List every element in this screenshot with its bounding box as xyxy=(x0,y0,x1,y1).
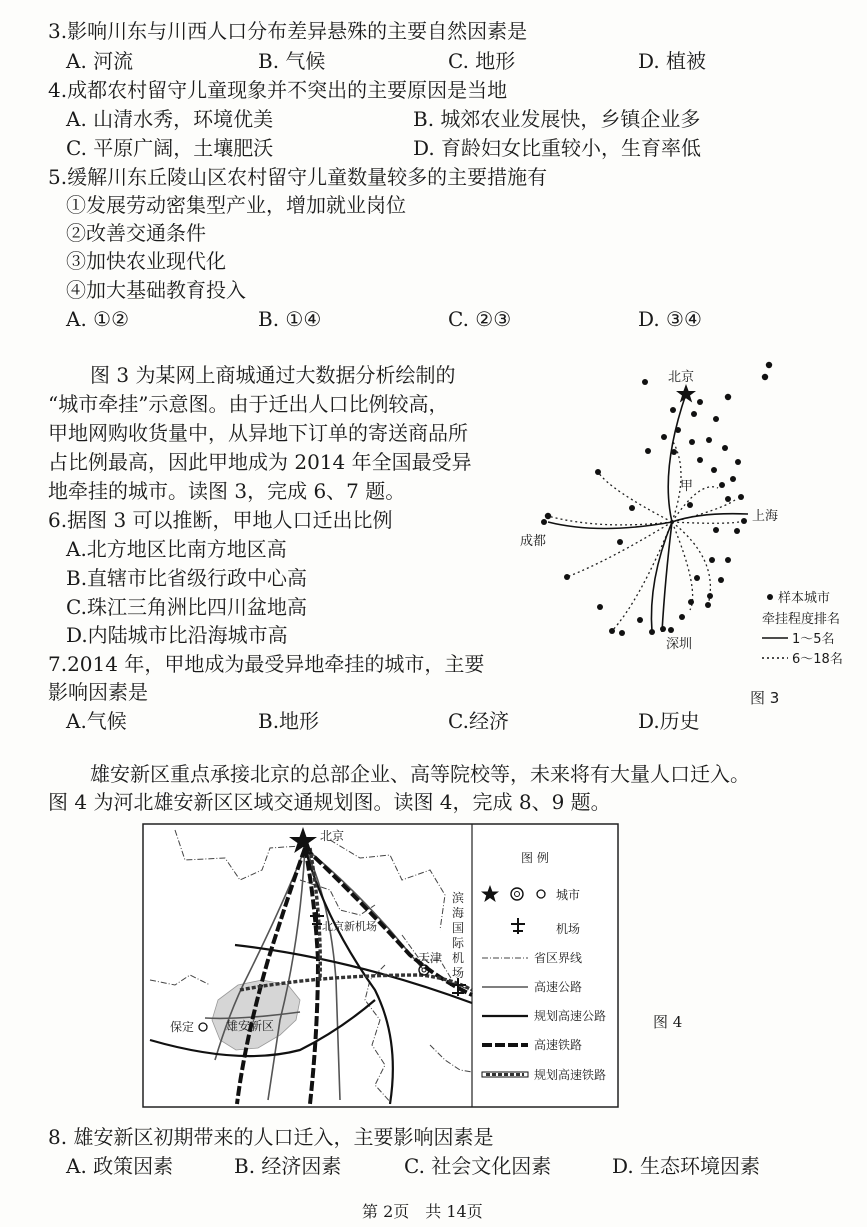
fig3-legend-solid: 1～5名 xyxy=(792,632,835,647)
page-footer: 第 2页 共 14页 xyxy=(362,1202,483,1221)
fig4-label-binhai-1: 滨 xyxy=(452,891,465,905)
fig4-legend-title: 图 例 xyxy=(521,851,549,865)
fig4-label-baoding: 保定 xyxy=(170,1020,195,1034)
fig4-label-airport-new: 北京新机场 xyxy=(322,920,377,933)
fig4-label-binhai-5: 机 xyxy=(452,951,465,965)
fig4-caption: 图 4 xyxy=(653,1013,683,1031)
q7-option-b: B.地形 xyxy=(258,709,320,733)
baoding-icon xyxy=(199,1023,207,1031)
intro4-line-2: 图 4 为河北雄安新区区域交通规划图。读图 4，完成 8、9 题。 xyxy=(48,790,611,814)
sample-city-points xyxy=(541,362,772,636)
fig4-legend-border: 省区界线 xyxy=(534,951,583,965)
q3-option-a: A. 河流 xyxy=(66,49,134,73)
legend-sample-point-icon xyxy=(767,594,773,600)
q6-option-d: D.内陆城市比沿海城市高 xyxy=(66,623,288,647)
fig4-label-xiongan: 雄安新区 xyxy=(226,1019,275,1033)
q7-option-d: D.历史 xyxy=(638,709,700,733)
q8-option-c: C. 社会文化因素 xyxy=(404,1154,552,1178)
fig3-label-jia: 甲 xyxy=(680,479,694,494)
fig3-legend-sample: 样本城市 xyxy=(778,591,831,606)
q5-option-d: D. ③④ xyxy=(638,307,702,331)
q5-stem: 5.缓解川东丘陵山区农村留守儿童数量较多的主要措施有 xyxy=(48,165,548,189)
fig4-label-binhai-2: 海 xyxy=(452,906,465,920)
q3-option-d: D. 植被 xyxy=(638,49,707,73)
fig4-legend-highway: 高速公路 xyxy=(534,980,583,994)
q8-stem: 8. 雄安新区初期带来的人口迁入，主要影响因素是 xyxy=(48,1125,494,1149)
q3-option-c: C. 地形 xyxy=(448,49,516,73)
fig3-legend-dotted: 6～18名 xyxy=(792,652,843,667)
q5-item-2: ②改善交通条件 xyxy=(66,221,206,245)
fig4-legend-railway: 高速铁路 xyxy=(534,1038,583,1052)
q6-option-a: A.北方地区比南方地区高 xyxy=(66,537,287,561)
fig4-label-binhai-4: 际 xyxy=(452,936,465,950)
intro3-line-3: 甲地网购收货量中，从异地下订单的寄送商品所 xyxy=(48,421,468,445)
q5-item-3: ③加快农业现代化 xyxy=(66,249,226,273)
fig3-caption: 图 3 xyxy=(750,689,780,707)
figure-3-city-connection-map xyxy=(500,355,860,725)
q6-stem: 6.据图 3 可以推断，甲地人口迁出比例 xyxy=(48,508,393,532)
q3-option-b: B. 气候 xyxy=(258,49,326,73)
q4-option-d: D. 育龄妇女比重较小，生育率低 xyxy=(413,136,702,160)
fig3-label-beijing: 北京 xyxy=(668,370,695,385)
q6-option-c: C.珠江三角洲比四川盆地高 xyxy=(66,595,307,619)
q7-option-a: A.气候 xyxy=(66,709,127,733)
intro3-line-4: 占比例最高，因此甲地成为 2014 年全国最受异 xyxy=(48,450,472,474)
q5-option-b: B. ①④ xyxy=(258,307,322,331)
intro3-line-1: 图 3 为某网上商城通过大数据分析绘制的 xyxy=(90,363,456,387)
q4-option-a: A. 山清水秀，环境优美 xyxy=(66,107,274,131)
q4-stem: 4.成都农村留守儿童现象并不突出的主要原因是当地 xyxy=(48,78,508,102)
q4-option-c: C. 平原广阔，土壤肥沃 xyxy=(66,136,274,160)
fig4-label-binhai-6: 场 xyxy=(452,966,465,980)
q3-stem: 3.影响川东与川西人口分布差异悬殊的主要自然因素是 xyxy=(48,19,528,43)
q7-stem-line-1: 7.2014 年，甲地成为最受异地牵挂的城市，主要 xyxy=(48,652,485,676)
intro3-line-5: 地牵挂的城市。读图 3，完成 6、7 题。 xyxy=(48,479,406,503)
q8-option-d: D. 生态环境因素 xyxy=(612,1154,761,1178)
fig4-legend-planned-railway: 规划高速铁路 xyxy=(534,1068,607,1082)
figure-4-xiongan-transport-map xyxy=(140,822,620,1110)
q5-item-1: ①发展劳动密集型产业，增加就业岗位 xyxy=(66,193,406,217)
fig3-legend-title: 牵挂程度排名 xyxy=(762,612,841,627)
connection-lines-solid xyxy=(548,394,748,632)
fig3-label-chengdu: 成都 xyxy=(520,534,547,549)
intro4-line-1: 雄安新区重点承接北京的总部企业、高等院校等，未来将有大量人口迁入。 xyxy=(90,762,750,786)
beijing-star-icon xyxy=(676,384,696,403)
q6-option-b: B.直辖市比省级行政中心高 xyxy=(66,566,308,590)
q5-item-4: ④加大基础教育投入 xyxy=(66,278,246,302)
q5-option-a: A. ①② xyxy=(66,307,130,331)
intro3-line-2: “城市牵挂”示意图。由于迁出人口比例较高， xyxy=(48,392,449,416)
fig4-legend-airport: 机场 xyxy=(556,922,581,936)
fig3-label-shenzhen: 深圳 xyxy=(666,637,693,652)
fig4-legend-city: 城市 xyxy=(556,888,581,902)
fig4-label-binhai-3: 国 xyxy=(452,921,465,935)
q4-option-b: B. 城郊农业发展快，乡镇企业多 xyxy=(413,107,701,131)
fig4-label-beijing: 北京 xyxy=(320,829,345,843)
fig4-legend-planned-highway: 规划高速公路 xyxy=(534,1009,607,1023)
fig3-label-shanghai: 上海 xyxy=(752,509,779,524)
q5-option-c: C. ②③ xyxy=(448,307,512,331)
q7-option-c: C.经济 xyxy=(448,709,509,733)
q8-option-b: B. 经济因素 xyxy=(234,1154,342,1178)
fig4-label-tianjin: 天津 xyxy=(418,951,443,965)
q8-option-a: A. 政策因素 xyxy=(66,1154,174,1178)
q7-stem-line-2: 影响因素是 xyxy=(48,680,148,704)
